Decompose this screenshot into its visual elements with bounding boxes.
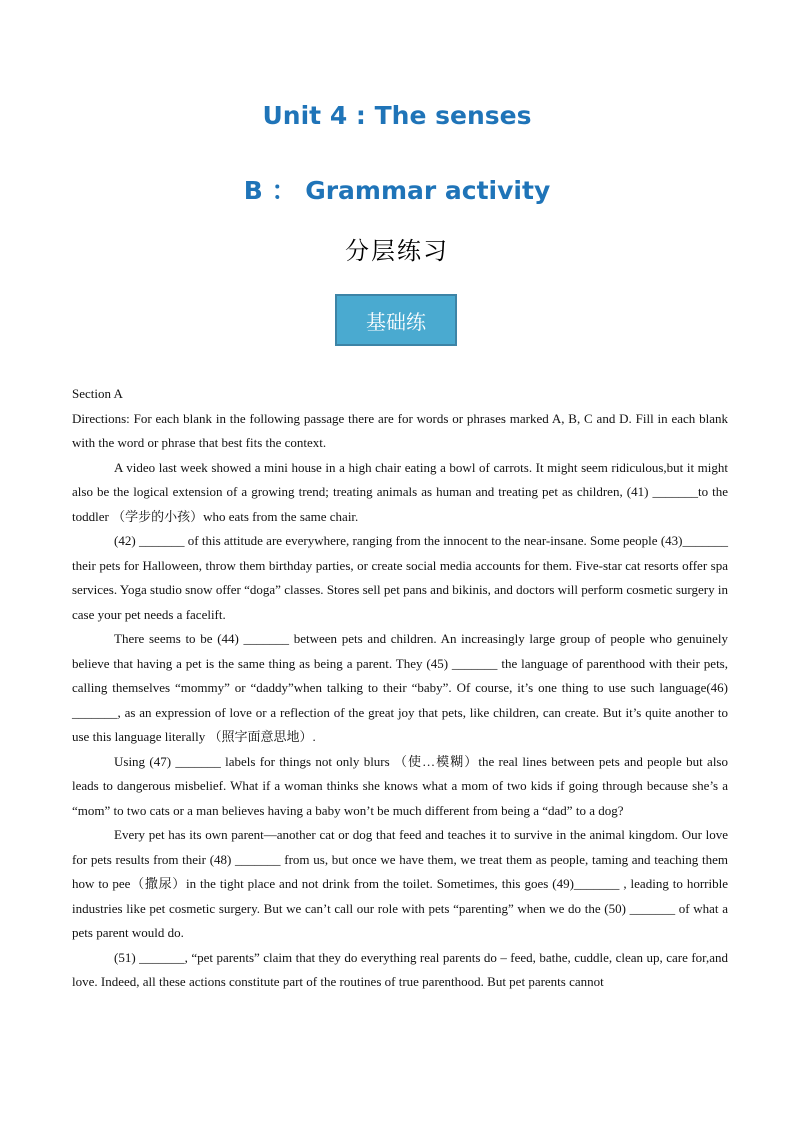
passage-paragraph: (42) _______ of this attitude are everywhere, ranging from the innocent to the near-insane. Some people (43)_______ their pets for Halloween, throw them birthday parties, or create social media accounts for them. Five-star cat resorts offer spa services. Yoga studio snow offer “doga” classes. Stores sell pet pans and bikinis, and doctors will perform cosmetic surgery in case your pet needs a facelift. [72,533,728,622]
section-title: B ： Grammar activity [243,176,551,205]
passage-paragraph: A video last week showed a mini house in a high chair eating a bowl of carrots. It might seem ridiculous,but it might also be the logical extension of a growing trend; treating animals as human and treating pet as children, (41) _______to the toddler （学步的小孩）who eats from the same chair. [72,459,728,524]
level-badge [335,294,457,346]
passage-paragraph: There seems to be (44) _______ between pets and children. An increasingly large group of people who genuinely believe that having a pet is the same thing as being a parent. They (45) _______ the language of parenthood with their pets, calling themselves “mommy” or “daddy”when talking to their “baby”. Of course, it’s one thing to use such language(46) _______, as an expression of love or a reflection of the great joy that pets, like children, can create. But it’s quite another to use this language literally （照字面意思地）. [72,631,728,744]
passage-paragraph: Using (47) _______ labels for things not only blurs （使…模糊）the real lines between pets and people but also leads to dangerous misbelief. What if a woman thinks she knows what a mom of two kids if going through because she’s a “mom” to two cats or a man believes having a baby won’t be much different from being a “dad” to a dog? [72,753,728,818]
unit-title: Unit 4 : The senses [262,101,532,130]
section-label: Section A [72,386,123,401]
exercise-subtitle: 分层练习 [345,237,449,265]
directions-text: Directions: For each blank in the following passage there are for words or phrases marked A, B, C and D. Fill in each blank with the word or phrase that best fits the context. [72,410,728,450]
passage-body [72,382,728,995]
passage-paragraph: (51) _______, “pet parents” claim that they do everything real parents do – feed, bathe, cuddle, clean up, care for,and love. Indeed, all these actions constitute part of the routines of true parenthood. But pet parents cannot [72,949,728,989]
level-badge-label: 基础练 [366,309,426,334]
passage-paragraph: Every pet has its own parent—another cat or dog that feed and teaches it to survive in the animal kingdom. Our love for pets results from their (48) _______ from us, but once we have them, we treat them as people, taming and teaching them how to pee（撒尿）in the tight place and not drink from the toilet. Sometimes, this goes (49)_______ , leading to horrible industries like pet cosmetic surgery. But we can’t call our role with pets “parenting” when we do the (50) _______ of what a pets parent would do. [72,827,728,940]
